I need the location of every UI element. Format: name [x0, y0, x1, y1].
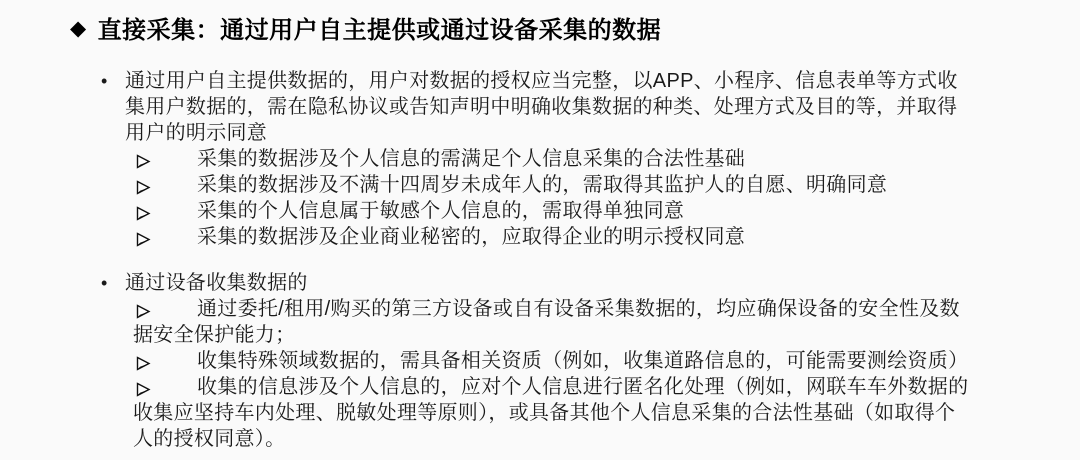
- sub-bullet-item: [0, 374, 1080, 400]
- dot-bullet-icon: •: [101, 273, 108, 293]
- bullet-text-line: 集用户数据的，需在隐私协议或告知声明中明确收集数据的种类、处理方式及目的等，并取得: [125, 96, 958, 118]
- sub-bullet-text-line: 据安全保护能力；: [133, 324, 296, 346]
- slide-title: [70, 10, 661, 45]
- sub-bullet-text-line: 人的授权同意）。: [133, 428, 286, 450]
- arrowhead-right-icon: [135, 203, 152, 220]
- sub-bullet-text-line: 采集的数据涉及个人信息的需满足个人信息采集的合法性基础: [197, 148, 746, 170]
- sub-bullet-text-line: 通过委托/租用/购买的第三方设备或自有设备采集数据的，均应确保设备的安全性及数: [197, 298, 960, 320]
- bullet-item: [0, 270, 1080, 296]
- sub-bullet-item: [0, 172, 1080, 198]
- arrowhead-right-icon: [135, 353, 152, 370]
- bullet-text-line: 通过用户自主提供数据的，用户对数据的授权应当完整，以APP、小程序、信息表单等方式收: [125, 70, 958, 92]
- sub-bullet-text-line: 收集的信息涉及个人信息的，应对个人信息进行匿名化处理（例如，网联车车外数据的: [197, 376, 969, 398]
- dot-bullet-icon: •: [101, 71, 108, 91]
- arrowhead-right-icon: [135, 301, 152, 318]
- arrowhead-right-icon: [135, 379, 152, 396]
- sub-bullet-item: [0, 224, 1080, 250]
- sub-bullet-text-line: 采集的个人信息属于敏感个人信息的，需取得单独同意: [197, 200, 685, 222]
- sub-bullet-text-line: 采集的数据涉及企业商业秘密的，应取得企业的明示授权同意: [197, 226, 746, 248]
- sub-bullet-text-line: 收集特殊领域数据的，需具备相关资质（例如，收集道路信息的，可能需要测绘资质）: [197, 350, 969, 372]
- sub-bullet-item: [0, 348, 1080, 374]
- bullet-item: [0, 68, 1080, 94]
- arrowhead-right-icon: [135, 151, 152, 168]
- sub-bullet-text-line: 收集应坚持车内处理、脱敏处理等原则），或具备其他个人信息采集的合法性基础（如取得个: [133, 402, 956, 424]
- slide-title-text: 直接采集：通过用户自主提供或通过设备采集的数据: [97, 17, 662, 44]
- sub-bullet-item: [0, 296, 1080, 322]
- sub-bullet-item: [0, 146, 1080, 172]
- bullet-text-line: 用户的明示同意: [125, 122, 268, 144]
- sub-bullet-text-line: 采集的数据涉及不满十四周岁未成年人的，需取得其监护人的自愿、明确同意: [197, 174, 888, 196]
- diamond-bullet-icon: ◆: [70, 17, 87, 40]
- section-gap: [0, 250, 1080, 270]
- bullet-text-line: 通过设备收集数据的: [125, 272, 308, 294]
- sub-bullet-item: [0, 198, 1080, 224]
- arrowhead-right-icon: [135, 177, 152, 194]
- slide-body: [0, 68, 1080, 452]
- arrowhead-right-icon: [135, 229, 152, 246]
